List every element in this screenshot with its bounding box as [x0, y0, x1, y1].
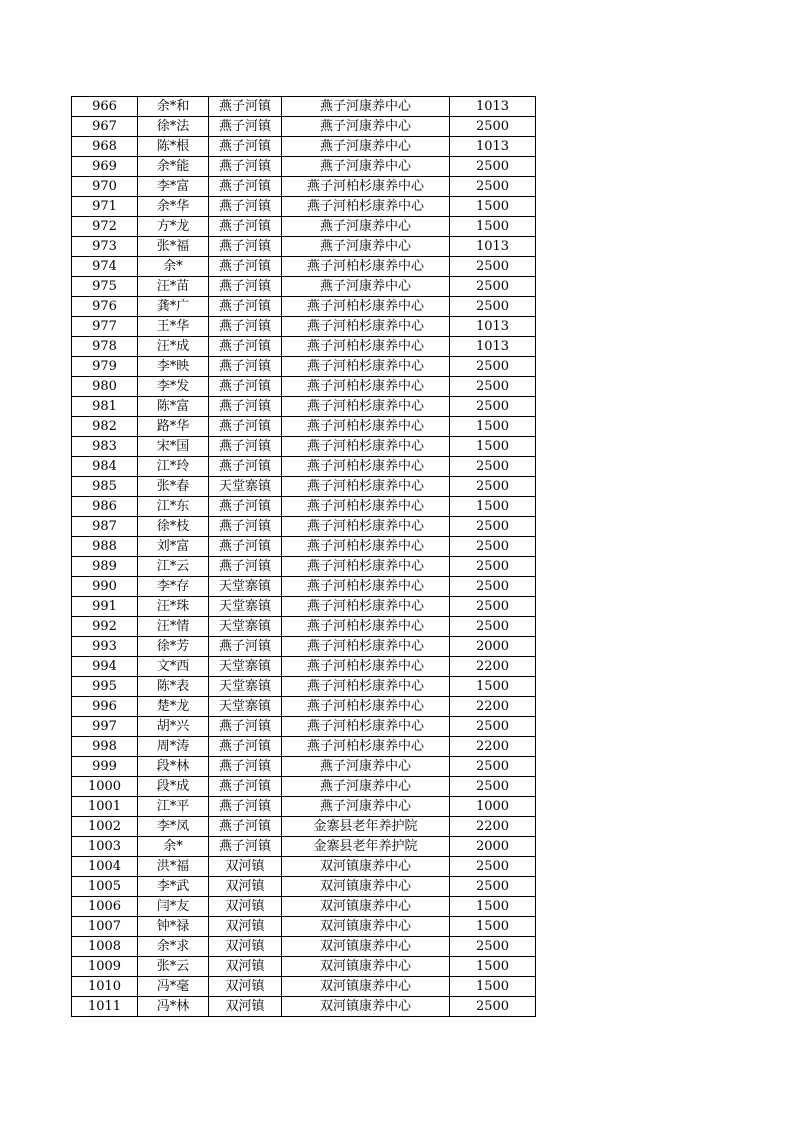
table-row: [72, 897, 536, 917]
cell-index: 1000: [72, 777, 138, 797]
table-row: [72, 477, 536, 497]
cell-institution: 燕子河康养中心: [282, 777, 450, 797]
cell-amount: 1500: [450, 957, 536, 977]
cell-amount: 1500: [450, 417, 536, 437]
cell-institution: 燕子河柏杉康养中心: [282, 397, 450, 417]
cell-institution: 燕子河柏杉康养中心: [282, 677, 450, 697]
cell-amount: 2500: [450, 177, 536, 197]
cell-town: 燕子河镇: [209, 417, 282, 437]
cell-name: 余*: [138, 257, 209, 277]
cell-institution: 燕子河柏杉康养中心: [282, 657, 450, 677]
cell-town: 燕子河镇: [209, 457, 282, 477]
table-row: [72, 437, 536, 457]
cell-index: 996: [72, 697, 138, 717]
cell-name: 刘*富: [138, 537, 209, 557]
cell-name: 陈*表: [138, 677, 209, 697]
table-row: [72, 757, 536, 777]
table-row: [72, 337, 536, 357]
cell-institution: 燕子河柏杉康养中心: [282, 617, 450, 637]
cell-amount: 2500: [450, 477, 536, 497]
cell-town: 燕子河镇: [209, 837, 282, 857]
cell-name: 江*玲: [138, 457, 209, 477]
cell-institution: 金寨县老年养护院: [282, 817, 450, 837]
cell-town: 燕子河镇: [209, 137, 282, 157]
cell-index: 979: [72, 357, 138, 377]
table-row: [72, 97, 536, 117]
cell-index: 1004: [72, 857, 138, 877]
table-row: [72, 497, 536, 517]
table-row: [72, 917, 536, 937]
table-row: [72, 537, 536, 557]
cell-name: 徐*芳: [138, 637, 209, 657]
cell-town: 双河镇: [209, 937, 282, 957]
table-row: [72, 977, 536, 997]
cell-name: 段*林: [138, 757, 209, 777]
cell-amount: 2500: [450, 557, 536, 577]
cell-amount: 1500: [450, 497, 536, 517]
cell-index: 971: [72, 197, 138, 217]
cell-name: 张*春: [138, 477, 209, 497]
cell-name: 江*平: [138, 797, 209, 817]
cell-institution: 燕子河柏杉康养中心: [282, 577, 450, 597]
cell-name: 余*和: [138, 97, 209, 117]
cell-institution: 双河镇康养中心: [282, 917, 450, 937]
table-row: [72, 717, 536, 737]
cell-name: 李*富: [138, 177, 209, 197]
cell-institution: 燕子河柏杉康养中心: [282, 637, 450, 657]
cell-amount: 2500: [450, 297, 536, 317]
cell-amount: 2500: [450, 617, 536, 637]
cell-amount: 1000: [450, 797, 536, 817]
cell-amount: 2000: [450, 637, 536, 657]
table-row: [72, 117, 536, 137]
cell-town: 天堂寨镇: [209, 477, 282, 497]
cell-institution: 燕子河柏杉康养中心: [282, 257, 450, 277]
table-row: [72, 817, 536, 837]
table-row: [72, 797, 536, 817]
cell-amount: 2500: [450, 877, 536, 897]
cell-institution: 燕子河康养中心: [282, 237, 450, 257]
cell-amount: 2000: [450, 837, 536, 857]
cell-institution: 燕子河康养中心: [282, 277, 450, 297]
cell-town: 燕子河镇: [209, 777, 282, 797]
cell-institution: 燕子河柏杉康养中心: [282, 417, 450, 437]
cell-institution: 燕子河康养中心: [282, 217, 450, 237]
cell-index: 966: [72, 97, 138, 117]
cell-name: 陈*富: [138, 397, 209, 417]
cell-index: 985: [72, 477, 138, 497]
cell-town: 双河镇: [209, 997, 282, 1017]
cell-name: 宋*国: [138, 437, 209, 457]
cell-amount: 2200: [450, 657, 536, 677]
cell-index: 975: [72, 277, 138, 297]
cell-institution: 燕子河柏杉康养中心: [282, 337, 450, 357]
cell-index: 983: [72, 437, 138, 457]
cell-index: 997: [72, 717, 138, 737]
cell-amount: 1500: [450, 217, 536, 237]
cell-amount: 1500: [450, 677, 536, 697]
cell-institution: 燕子河柏杉康养中心: [282, 497, 450, 517]
table-row: [72, 217, 536, 237]
cell-name: 方*龙: [138, 217, 209, 237]
cell-name: 汪*成: [138, 337, 209, 357]
cell-amount: 1013: [450, 97, 536, 117]
cell-town: 燕子河镇: [209, 97, 282, 117]
cell-index: 998: [72, 737, 138, 757]
data-table: [71, 96, 536, 1017]
cell-index: 1001: [72, 797, 138, 817]
cell-institution: 双河镇康养中心: [282, 937, 450, 957]
cell-index: 968: [72, 137, 138, 157]
table-row: [72, 237, 536, 257]
cell-index: 992: [72, 617, 138, 637]
table-row: [72, 877, 536, 897]
cell-town: 燕子河镇: [209, 257, 282, 277]
table-row: [72, 677, 536, 697]
cell-town: 天堂寨镇: [209, 597, 282, 617]
cell-town: 燕子河镇: [209, 217, 282, 237]
cell-index: 969: [72, 157, 138, 177]
cell-institution: 燕子河柏杉康养中心: [282, 597, 450, 617]
cell-index: 1006: [72, 897, 138, 917]
cell-amount: 1013: [450, 337, 536, 357]
cell-amount: 2500: [450, 377, 536, 397]
table-row: [72, 637, 536, 657]
cell-name: 龚*广: [138, 297, 209, 317]
cell-town: 燕子河镇: [209, 397, 282, 417]
cell-index: 976: [72, 297, 138, 317]
cell-town: 燕子河镇: [209, 157, 282, 177]
cell-town: 燕子河镇: [209, 497, 282, 517]
cell-town: 燕子河镇: [209, 817, 282, 837]
cell-name: 余*华: [138, 197, 209, 217]
cell-town: 燕子河镇: [209, 197, 282, 217]
table-row: [72, 457, 536, 477]
cell-institution: 燕子河柏杉康养中心: [282, 537, 450, 557]
cell-town: 燕子河镇: [209, 797, 282, 817]
cell-name: 徐*法: [138, 117, 209, 137]
cell-name: 冯*林: [138, 997, 209, 1017]
cell-amount: 2200: [450, 697, 536, 717]
table-row: [72, 277, 536, 297]
table-row: [72, 837, 536, 857]
cell-index: 1009: [72, 957, 138, 977]
cell-town: 燕子河镇: [209, 377, 282, 397]
cell-town: 燕子河镇: [209, 717, 282, 737]
table-row: [72, 737, 536, 757]
cell-amount: 1500: [450, 897, 536, 917]
cell-amount: 1013: [450, 137, 536, 157]
table-row: [72, 517, 536, 537]
cell-name: 楚*龙: [138, 697, 209, 717]
cell-amount: 2500: [450, 597, 536, 617]
cell-name: 闫*友: [138, 897, 209, 917]
table-row: [72, 617, 536, 637]
cell-amount: 1500: [450, 977, 536, 997]
cell-index: 989: [72, 557, 138, 577]
cell-amount: 1500: [450, 437, 536, 457]
cell-index: 977: [72, 317, 138, 337]
cell-index: 980: [72, 377, 138, 397]
cell-index: 999: [72, 757, 138, 777]
cell-institution: 燕子河柏杉康养中心: [282, 457, 450, 477]
cell-index: 972: [72, 217, 138, 237]
cell-institution: 燕子河康养中心: [282, 797, 450, 817]
cell-institution: 双河镇康养中心: [282, 877, 450, 897]
cell-institution: 燕子河柏杉康养中心: [282, 437, 450, 457]
cell-town: 燕子河镇: [209, 277, 282, 297]
cell-amount: 2500: [450, 857, 536, 877]
cell-amount: 1013: [450, 317, 536, 337]
cell-institution: 燕子河柏杉康养中心: [282, 377, 450, 397]
cell-town: 燕子河镇: [209, 237, 282, 257]
table-row: [72, 937, 536, 957]
cell-town: 天堂寨镇: [209, 697, 282, 717]
cell-amount: 2500: [450, 357, 536, 377]
document-page: [71, 96, 536, 1017]
cell-index: 973: [72, 237, 138, 257]
cell-name: 王*华: [138, 317, 209, 337]
cell-town: 燕子河镇: [209, 297, 282, 317]
cell-name: 洪*福: [138, 857, 209, 877]
cell-index: 982: [72, 417, 138, 437]
cell-institution: 燕子河康养中心: [282, 137, 450, 157]
cell-name: 汪*情: [138, 617, 209, 637]
cell-amount: 2500: [450, 757, 536, 777]
cell-institution: 燕子河柏杉康养中心: [282, 317, 450, 337]
cell-amount: 2500: [450, 997, 536, 1017]
table-row: [72, 597, 536, 617]
cell-index: 1003: [72, 837, 138, 857]
cell-amount: 1500: [450, 197, 536, 217]
table-row: [72, 417, 536, 437]
cell-name: 陈*根: [138, 137, 209, 157]
cell-amount: 2500: [450, 937, 536, 957]
cell-town: 天堂寨镇: [209, 577, 282, 597]
cell-name: 余*能: [138, 157, 209, 177]
cell-name: 汪*珠: [138, 597, 209, 617]
cell-amount: 1013: [450, 237, 536, 257]
cell-town: 燕子河镇: [209, 757, 282, 777]
table-row: [72, 997, 536, 1017]
cell-index: 1010: [72, 977, 138, 997]
cell-institution: 燕子河柏杉康养中心: [282, 517, 450, 537]
cell-institution: 燕子河柏杉康养中心: [282, 197, 450, 217]
cell-town: 天堂寨镇: [209, 657, 282, 677]
cell-name: 余*: [138, 837, 209, 857]
cell-name: 李*武: [138, 877, 209, 897]
cell-institution: 双河镇康养中心: [282, 997, 450, 1017]
cell-institution: 燕子河柏杉康养中心: [282, 717, 450, 737]
cell-amount: 2500: [450, 277, 536, 297]
table-row: [72, 377, 536, 397]
cell-institution: 燕子河康养中心: [282, 757, 450, 777]
cell-institution: 双河镇康养中心: [282, 897, 450, 917]
cell-name: 李*凤: [138, 817, 209, 837]
cell-town: 燕子河镇: [209, 357, 282, 377]
cell-town: 燕子河镇: [209, 317, 282, 337]
table-row: [72, 657, 536, 677]
cell-index: 1007: [72, 917, 138, 937]
cell-institution: 双河镇康养中心: [282, 857, 450, 877]
cell-town: 燕子河镇: [209, 517, 282, 537]
cell-town: 双河镇: [209, 977, 282, 997]
cell-name: 汪*苗: [138, 277, 209, 297]
cell-index: 991: [72, 597, 138, 617]
cell-institution: 燕子河柏杉康养中心: [282, 477, 450, 497]
cell-town: 燕子河镇: [209, 737, 282, 757]
cell-name: 文*西: [138, 657, 209, 677]
cell-name: 江*东: [138, 497, 209, 517]
cell-institution: 燕子河柏杉康养中心: [282, 697, 450, 717]
table-row: [72, 697, 536, 717]
cell-town: 燕子河镇: [209, 177, 282, 197]
cell-institution: 燕子河柏杉康养中心: [282, 357, 450, 377]
cell-institution: 燕子河康养中心: [282, 117, 450, 137]
cell-index: 994: [72, 657, 138, 677]
cell-town: 天堂寨镇: [209, 617, 282, 637]
cell-name: 李*存: [138, 577, 209, 597]
cell-town: 燕子河镇: [209, 337, 282, 357]
cell-amount: 2500: [450, 517, 536, 537]
cell-name: 钟*禄: [138, 917, 209, 937]
cell-index: 967: [72, 117, 138, 137]
cell-name: 张*福: [138, 237, 209, 257]
cell-index: 1008: [72, 937, 138, 957]
table-row: [72, 397, 536, 417]
cell-institution: 燕子河柏杉康养中心: [282, 557, 450, 577]
table-row: [72, 157, 536, 177]
cell-amount: 2500: [450, 397, 536, 417]
cell-amount: 2500: [450, 717, 536, 737]
table-row: [72, 137, 536, 157]
table-row: [72, 777, 536, 797]
cell-institution: 燕子河柏杉康养中心: [282, 297, 450, 317]
cell-town: 燕子河镇: [209, 537, 282, 557]
cell-town: 燕子河镇: [209, 437, 282, 457]
cell-town: 双河镇: [209, 857, 282, 877]
cell-index: 995: [72, 677, 138, 697]
cell-name: 李*映: [138, 357, 209, 377]
cell-index: 986: [72, 497, 138, 517]
cell-amount: 2500: [450, 537, 536, 557]
cell-amount: 2500: [450, 777, 536, 797]
cell-name: 余*求: [138, 937, 209, 957]
cell-town: 天堂寨镇: [209, 677, 282, 697]
table-row: [72, 357, 536, 377]
table-row: [72, 577, 536, 597]
cell-amount: 1500: [450, 917, 536, 937]
cell-name: 周*涛: [138, 737, 209, 757]
cell-town: 燕子河镇: [209, 637, 282, 657]
table-row: [72, 197, 536, 217]
cell-index: 993: [72, 637, 138, 657]
cell-amount: 2500: [450, 117, 536, 137]
cell-amount: 2500: [450, 577, 536, 597]
cell-index: 984: [72, 457, 138, 477]
table-row: [72, 297, 536, 317]
cell-amount: 2500: [450, 457, 536, 477]
cell-name: 段*成: [138, 777, 209, 797]
cell-amount: 2500: [450, 257, 536, 277]
cell-index: 1011: [72, 997, 138, 1017]
cell-index: 990: [72, 577, 138, 597]
table-row: [72, 857, 536, 877]
cell-institution: 燕子河康养中心: [282, 97, 450, 117]
cell-name: 江*云: [138, 557, 209, 577]
cell-town: 双河镇: [209, 917, 282, 937]
cell-amount: 2200: [450, 817, 536, 837]
table-row: [72, 257, 536, 277]
cell-name: 徐*枝: [138, 517, 209, 537]
table-row: [72, 317, 536, 337]
cell-index: 981: [72, 397, 138, 417]
cell-name: 胡*兴: [138, 717, 209, 737]
cell-name: 冯*毫: [138, 977, 209, 997]
cell-town: 双河镇: [209, 957, 282, 977]
cell-name: 张*云: [138, 957, 209, 977]
cell-index: 974: [72, 257, 138, 277]
cell-institution: 燕子河康养中心: [282, 157, 450, 177]
cell-name: 李*发: [138, 377, 209, 397]
cell-town: 燕子河镇: [209, 557, 282, 577]
cell-index: 1002: [72, 817, 138, 837]
cell-town: 燕子河镇: [209, 117, 282, 137]
table-body: [72, 97, 536, 1017]
table-row: [72, 177, 536, 197]
cell-institution: 燕子河柏杉康养中心: [282, 177, 450, 197]
cell-institution: 金寨县老年养护院: [282, 837, 450, 857]
cell-name: 路*华: [138, 417, 209, 437]
cell-index: 1005: [72, 877, 138, 897]
table-row: [72, 557, 536, 577]
cell-index: 970: [72, 177, 138, 197]
cell-index: 988: [72, 537, 138, 557]
table-row: [72, 957, 536, 977]
cell-amount: 2500: [450, 157, 536, 177]
cell-institution: 双河镇康养中心: [282, 977, 450, 997]
cell-institution: 双河镇康养中心: [282, 957, 450, 977]
cell-town: 双河镇: [209, 877, 282, 897]
cell-index: 978: [72, 337, 138, 357]
cell-amount: 2200: [450, 737, 536, 757]
cell-town: 双河镇: [209, 897, 282, 917]
cell-institution: 燕子河柏杉康养中心: [282, 737, 450, 757]
cell-index: 987: [72, 517, 138, 537]
